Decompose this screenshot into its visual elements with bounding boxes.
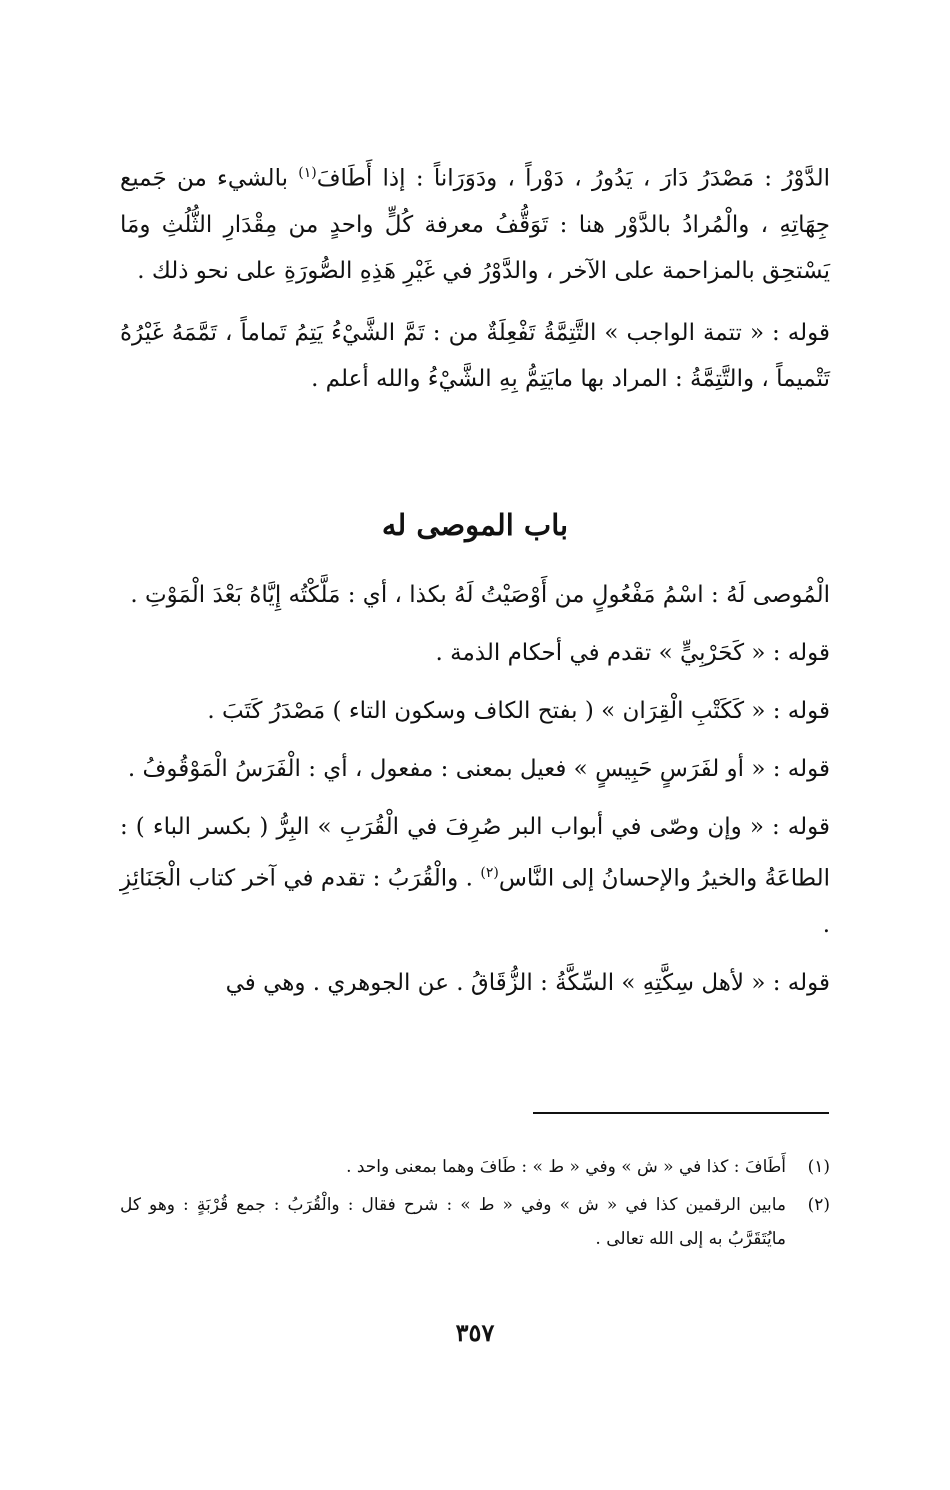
footnote-1 [120, 1150, 830, 1184]
paragraph-text: قوله : « لأهل سِكَّتِهِ » السِّكَّةُ : الزُّقَاقُ . عن الجوهري . وهي في [225, 969, 830, 996]
paragraph-musa-lahu [120, 572, 830, 618]
footnote-divider [533, 1112, 829, 1114]
bottom-text-block [120, 572, 830, 1006]
paragraph-sikka [120, 960, 830, 1006]
top-text-block [120, 150, 830, 402]
footnote-number: (١) [807, 1157, 830, 1177]
page-number: ٣٥٧ [455, 1318, 495, 1347]
paragraph-birr [120, 804, 830, 948]
paragraph-dawr [120, 150, 830, 294]
paragraph-katb [120, 688, 830, 734]
paragraph-tatimma [120, 310, 830, 402]
paragraph-text: قوله : « أو لفَرَسٍ حَبِيسٍ » فعيل بمعنى : مفعول ، أي : الْفَرَسُ الْمَوْقُوفُ . [127, 756, 830, 782]
paragraph-text: قوله : « تتمة الواجب » التَّتِمَّةُ تَفْعِلَةٌ من : تَمَّ الشَّيْءُ يَتِمُ تَماماً ، تَمَّمَهُ غَيْرُهُ تَتْميماً ، والتَّتِمَّةُ : المراد بها مايَتِمُّ بِهِ الشَّيْءُ والله أعلم . [120, 319, 830, 392]
paragraph-text: قوله : « كَكَتْبِ الْقِرَان » ( بفتح الكاف وسكون التاء ) مَصْدَرُ كَتَبَ . [207, 698, 830, 724]
paragraph-harbi [120, 630, 830, 676]
footnote-2 [120, 1188, 830, 1256]
paragraph-text: بالشيء من جَميع جِهَاتِهِ ، والْمُرادُ بالدَّوْر هنا : تَوَقُّفُ معرفة كُلٍّ واحدٍ من مِقْدَارِ الثُّلُثِ ومَا يَسْتحِق بالمزاحمة على الآخر ، والدَّوْرُ في غَيْرِ هَذِهِ الصُّورَةِ على نحو ذلك . [120, 165, 830, 284]
section-heading: باب الموصى له [381, 508, 569, 542]
footnote-number: (٢) [807, 1195, 830, 1215]
footnote-text: أَطَافَ : كذا في « ش » وفي « ط » : طَافَ وهما بمعنى واحد . [346, 1157, 786, 1177]
footnote-text: مابين الرقمين كذا في « ش » وفي « ط » : شرح فقال : والْقُرَبُ : جمع قُرْبَةٍ : وهو كل مايُتَقَرَّبُ به إلى الله تعالى . [120, 1195, 786, 1249]
footnote-marker: (٢) [480, 865, 499, 881]
footnotes [120, 1150, 830, 1260]
footnote-marker: (١) [298, 165, 317, 181]
paragraph-text: الْمُوصى لَهُ : اسْمُ مَفْعُولٍ من أَوْصَيْتُ لَهُ بكذا ، أي : مَلَّكْتُه إِيَّاهُ بَعْدَ الْمَوْتِ . [130, 582, 830, 608]
paragraph-text: الدَّوْرُ : مَصْدَرُ دَارَ ، يَدُورُ ، دَوْراً ، ودَوَرَاناً : إذا أَطَافَ [316, 165, 830, 192]
paragraph-faras [120, 746, 830, 792]
paragraph-text: قوله : « كَحَرْبِيٍّ » تقدم في أحكام الذمة . [435, 640, 830, 666]
paragraph-text: قوله : « وإن وصّى في أبواب البر صُرِفَ في الْقُرَبِ » البِرُّ ( بكسر الباء ) : الطاعَةُ والخيرُ والإحسانُ إلى النَّاس [120, 814, 831, 892]
paragraph-text: . والْقُرَبُ : تقدم في آخر كتاب الْجَنَائِزِ . [120, 865, 830, 938]
